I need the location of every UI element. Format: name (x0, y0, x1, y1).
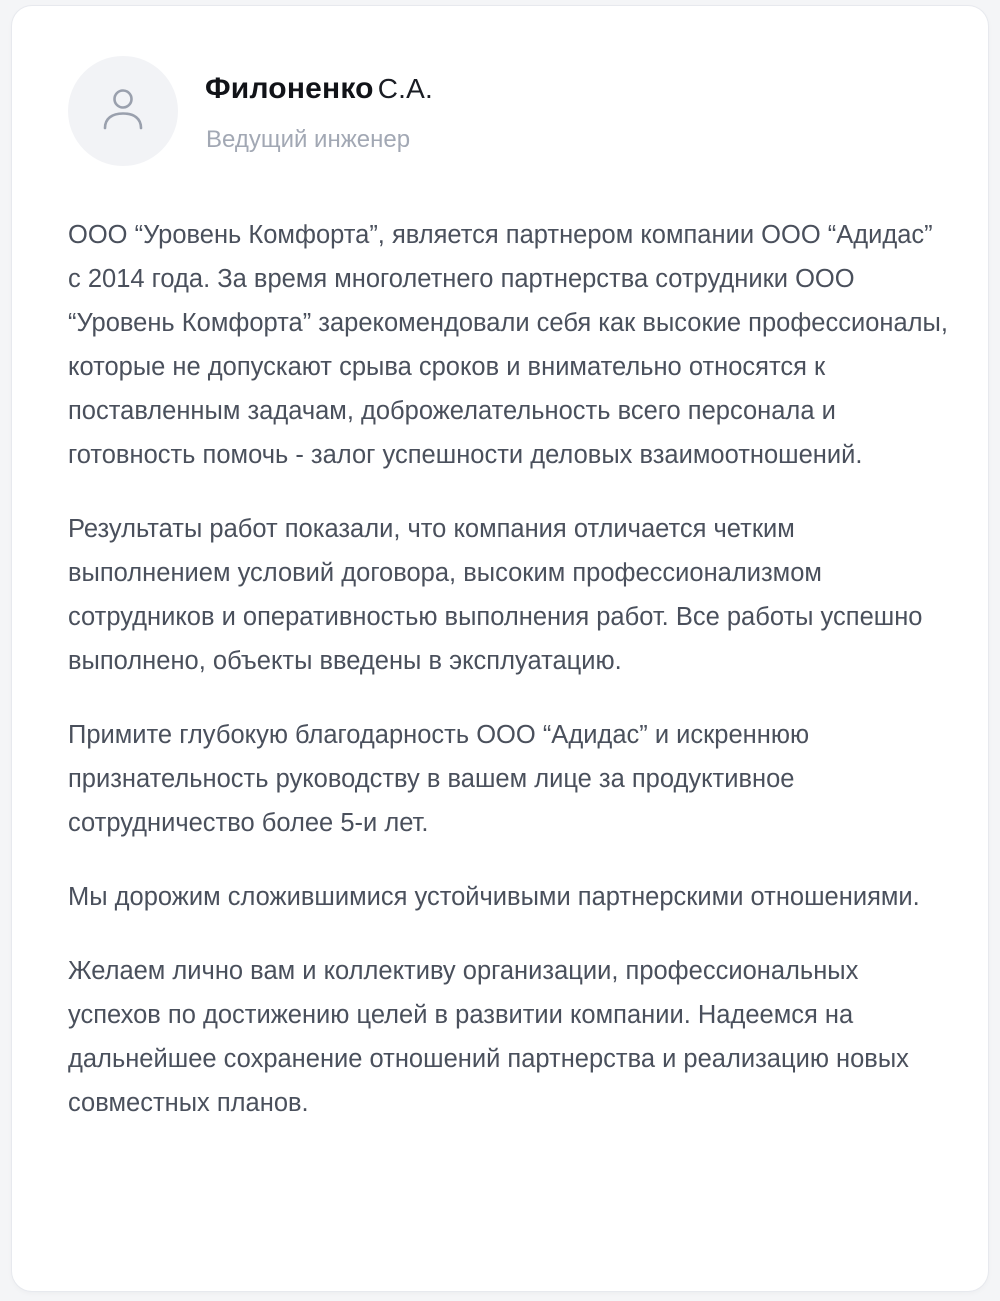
user-icon (97, 85, 149, 137)
review-paragraph: Мы дорожим сложившимися устойчивыми партнерскими отношениями. (68, 883, 920, 911)
review-text (68, 213, 948, 1155)
author-role: Ведущий инженер (206, 126, 411, 153)
review-paragraph: Примите глубокую благодарность ООО “Адидас” и искреннюю признательность руководству в вашем лице за продуктивное сотрудничество более 5-и лет. (68, 721, 810, 837)
avatar (68, 56, 178, 166)
author-initials: С.А. (377, 73, 433, 104)
review-card (12, 6, 988, 1291)
review-paragraph: ООО “Уровень Комфорта”, является партнером компании ООО “Адидас” с 2014 года. За время многолетнего партнерства сотрудники ООО “Уровень Комфорта” зарекомендовали себя как высокие профессионалы, которые не допускают срыва сроков и внимательно относятся к поставленным задачам, доброжелательность всего персонала и готовность помочь - залог успешности деловых взаимоотношений. (68, 221, 948, 469)
author-name (205, 72, 433, 106)
review-paragraph: Результаты работ показали, что компания отличается четким выполнением условий договора, высоким профессионализмом сотрудников и оперативностью выполнения работ. Все работы успешно выполнено, объекты введены в эксплуатацию. (68, 515, 923, 675)
review-paragraph: Желаем лично вам и коллективу организации, профессиональных успехов по достижению целей в развитии компании. Надеемся на дальнейшее сохранение отношений партнерства и реализацию новых совместных планов. (68, 957, 909, 1117)
author-surname: Филоненко (205, 72, 374, 105)
review-author-header (68, 56, 928, 166)
